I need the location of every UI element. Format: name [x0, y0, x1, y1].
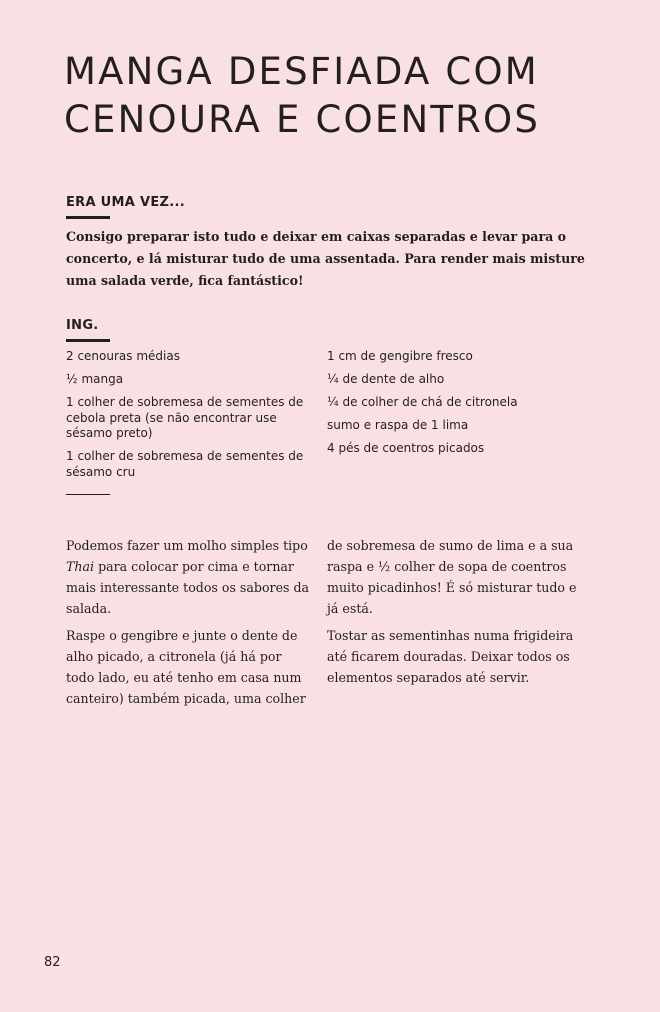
method-text: Podemos fazer um molho simples tipo — [66, 538, 308, 553]
method-italic-word: Thai — [66, 559, 95, 574]
ingredient-item: 1 colher de sobremesa de sementes de cebola preta (se não encontrar use sésamo preto) — [66, 395, 304, 440]
ingredient-item: ¼ de dente de alho — [327, 372, 445, 386]
ingredient-item: sumo e raspa de 1 lima — [327, 418, 469, 432]
intro-heading: ERA UMA VEZ... — [66, 195, 185, 210]
method-paragraph-3: Tostar as sementinhas numa frigideira até ficarem douradas. Deixar todos os elementos separados até servir. — [327, 628, 574, 685]
method-paragraph-1 — [66, 535, 311, 619]
ingredient-item: ¼ de colher de chá de citronela — [327, 395, 518, 409]
recipe-title — [64, 48, 624, 144]
ingredients-end-rule — [66, 494, 110, 495]
title-line-2: CENOURA E COENTROS — [64, 98, 541, 141]
method-text: para colocar por cima e tornar mais interessante todos os sabores da salada. — [66, 559, 310, 616]
method-paragraph-2-cont: de sobremesa de sumo de lima e a sua raspa e ½ colher de sopa de coentros muito picadinhos! É só misturar tudo e já está. — [327, 538, 577, 616]
intro-text: Consigo preparar isto tudo e deixar em caixas separadas e levar para o concerto, e lá misturar tudo de uma assentada. Para render mais misture uma salada verde, fica fantástico! — [66, 229, 585, 288]
method-column-left — [66, 535, 311, 715]
ingredient-item: ½ manga — [66, 372, 124, 386]
intro-heading-rule — [66, 216, 110, 219]
ingredient-item: 1 colher de sobremesa de sementes de sésamo cru — [66, 449, 304, 479]
method-column-right — [327, 535, 587, 694]
page-number: 82 — [44, 955, 61, 970]
ingredients-heading-rule — [66, 339, 110, 342]
ingredient-item: 4 pés de coentros picados — [327, 441, 485, 455]
ingredient-item: 2 cenouras médias — [66, 349, 180, 363]
ingredients-list-left — [66, 349, 311, 488]
ingredients-heading: ING. — [66, 318, 99, 333]
ingredient-item: 1 cm de gengibre fresco — [327, 349, 473, 363]
title-line-1: MANGA DESFIADA COM — [64, 50, 539, 93]
method-paragraph-2: Raspe o gengibre e junte o dente de alho picado, a citronela (já há por todo lado, eu até tenho em casa num canteiro) também picada, uma colher — [66, 628, 306, 706]
ingredients-list-right — [327, 349, 587, 464]
